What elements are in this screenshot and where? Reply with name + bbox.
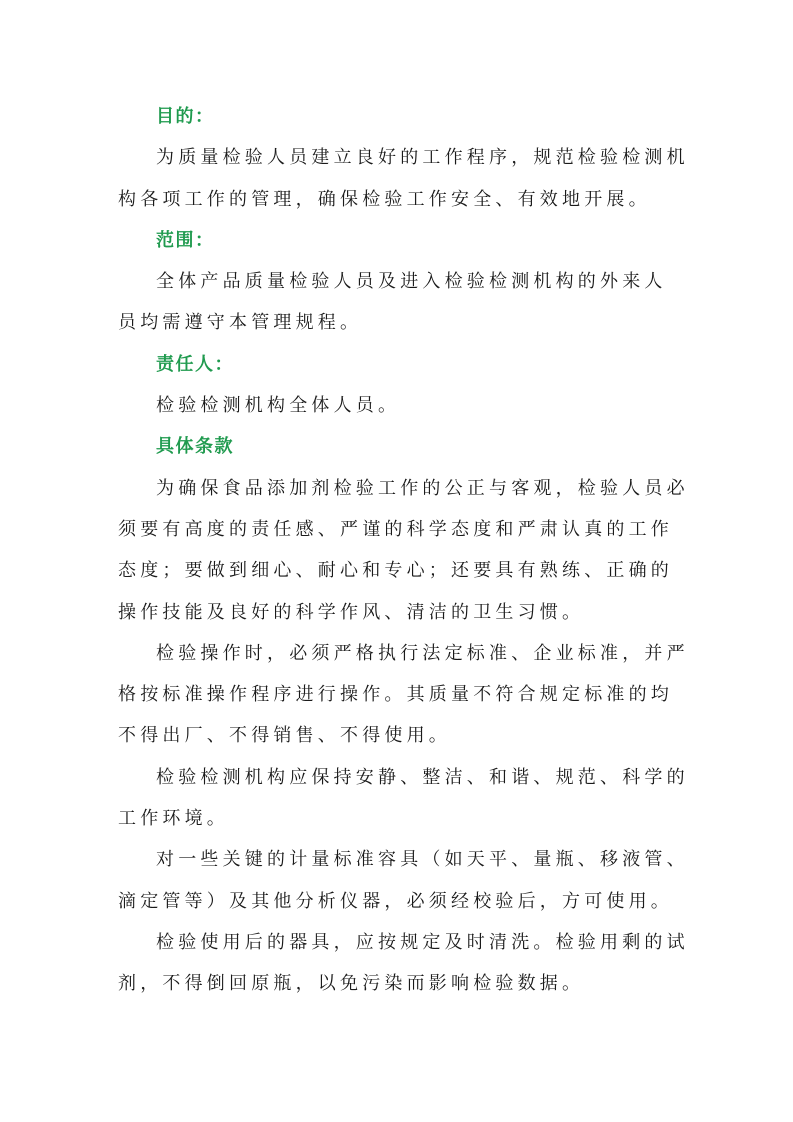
paragraph-scope — [118, 261, 674, 344]
paragraph-line: 滴定管等）及其他分析仪器，必须经校验后，方可使用。 — [118, 890, 673, 912]
paragraph-line: 格按标准操作程序进行操作。其质量不符合规定标准的均 — [118, 684, 673, 706]
paragraph-line: 构各项工作的管理，确保检验工作安全、有效地开展。 — [118, 188, 651, 210]
clause-paragraph-2 — [118, 633, 689, 757]
paragraph-line: 全体产品质量检验人员及进入检验检测机构的外来人 — [156, 271, 667, 293]
paragraph-line: 检验使用后的器具，应按规定及时清洗。检验用剩的试 — [156, 931, 689, 953]
paragraph-line: 须要有高度的责任感、严谨的科学态度和严肃认真的工作 — [118, 518, 673, 540]
paragraph-line: 检验检测机构应保持安静、整洁、和谐、规范、科学的 — [156, 766, 689, 788]
section-heading-scope: 范围： — [156, 229, 215, 251]
paragraph-purpose — [118, 137, 689, 220]
section-heading-clauses: 具体条款 — [156, 436, 234, 458]
paragraph-line: 检验操作时，必须严格执行法定标准、企业标准，并严 — [156, 642, 689, 664]
paragraph-line: 操作技能及良好的科学作风、清洁的卫生习惯。 — [118, 601, 585, 623]
paragraph-line: 不得出厂、不得销售、不得使用。 — [118, 725, 451, 747]
paragraph-line: 员均需遵守本管理规程。 — [118, 312, 363, 334]
paragraph-line: 剂，不得倒回原瓶，以免污染而影响检验数据。 — [118, 973, 585, 995]
clause-paragraph-3 — [118, 757, 689, 840]
clause-paragraph-4 — [118, 839, 689, 922]
paragraph-responsible — [118, 385, 674, 426]
section-heading-purpose: 目的： — [156, 106, 215, 127]
document-page — [118, 96, 689, 1005]
paragraph-line: 为确保食品添加剂检验工作的公正与客观，检验人员必 — [156, 477, 689, 499]
paragraph-line: 工作环境。 — [118, 808, 229, 830]
paragraph-line: 对一些关键的计量标准容具（如天平、量瓶、移液管、 — [156, 849, 689, 871]
section-heading-responsible: 责任人： — [156, 353, 234, 375]
clause-paragraph-1 — [118, 468, 689, 633]
paragraph-line: 为质量检验人员建立良好的工作程序，规范检验检测机 — [156, 147, 689, 169]
paragraph-line: 态度；要做到细心、耐心和专心；还要具有熟练、正确的 — [118, 560, 673, 582]
paragraph-line: 检验检测机构全体人员。 — [156, 395, 401, 417]
clause-paragraph-5 — [118, 922, 689, 1005]
